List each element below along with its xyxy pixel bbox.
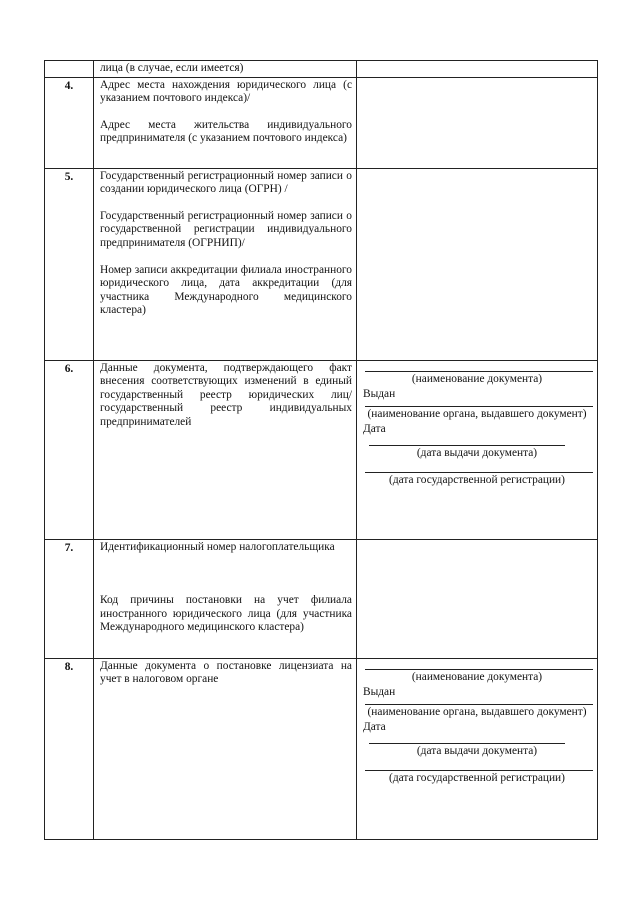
- issue-date-field[interactable]: [361, 743, 593, 759]
- row-description: [94, 360, 357, 539]
- row-value[interactable]: [357, 360, 598, 539]
- description-paragraph: лица (в случае, если имеется): [100, 62, 244, 74]
- issuer-field[interactable]: [361, 704, 593, 720]
- issued-label: Выдан: [363, 388, 396, 401]
- row-value[interactable]: [357, 77, 598, 168]
- doc-name-caption: (наименование документа): [411, 670, 543, 683]
- description-paragraph: Номер записи аккредитации филиала иностранного юридического лица, дата аккредитации (для участника Международного медицинского кластера): [100, 263, 352, 317]
- row-number: 6.: [45, 360, 94, 539]
- form-row: [45, 77, 598, 168]
- date-label: Дата: [363, 721, 386, 734]
- row-number: 8.: [45, 658, 94, 839]
- registration-date-caption: (дата государственной регистрации): [389, 771, 565, 784]
- row-number: [45, 61, 94, 78]
- registration-date-field[interactable]: [361, 770, 593, 786]
- row-number: 7.: [45, 539, 94, 658]
- row-value[interactable]: [357, 61, 598, 78]
- description-paragraph: Данные документа, подтверждающего факт внесения соответствующих изменений в единый государственный реестр юридических лиц/ государственный реестр индивидуальных предпринимателей: [100, 361, 352, 428]
- row-description: [94, 658, 357, 839]
- registration-date-caption: (дата государственной регистрации): [389, 473, 565, 486]
- issuer-caption: (наименование органа, выдавшего документ): [367, 705, 587, 718]
- issuer-caption: (наименование органа, выдавшего документ): [367, 407, 587, 420]
- row-number: 5.: [45, 168, 94, 360]
- issue-date-field[interactable]: [361, 445, 593, 461]
- description-paragraph: Адрес места нахождения юридического лица (с указанием почтового индекса)/: [100, 78, 352, 105]
- form-row: [45, 61, 598, 78]
- form-row: [45, 658, 598, 839]
- doc-name-caption: (наименование документа): [411, 372, 543, 385]
- row-value[interactable]: [357, 168, 598, 360]
- row-value[interactable]: [357, 539, 598, 658]
- row-description: [94, 77, 357, 168]
- doc-fields: [361, 669, 593, 786]
- date-label: Дата: [363, 423, 386, 436]
- issue-date-caption: (дата выдачи документа): [416, 744, 538, 757]
- row-description: [94, 539, 357, 658]
- doc-fields: [361, 371, 593, 488]
- description-paragraph: Адрес места жительства индивидуального предпринимателя (с указанием почтового индекса): [100, 118, 352, 145]
- issuer-field[interactable]: [361, 406, 593, 422]
- description-paragraph: Государственный регистрационный номер записи о государственной регистрации индивидуального предпринимателя (ОГРНИП)/: [100, 209, 352, 249]
- description-paragraph: Государственный регистрационный номер записи о создании юридического лица (ОГРН) /: [100, 169, 352, 196]
- form-row: [45, 539, 598, 658]
- row-number: 4.: [45, 77, 94, 168]
- row-description: [94, 168, 357, 360]
- doc-name-field[interactable]: [361, 669, 593, 685]
- row-description: [94, 61, 357, 78]
- description-paragraph: Код причины постановки на учет филиала иностранного юридического лица (для участника Международного медицинского кластера): [100, 594, 352, 634]
- license-form-table: [44, 60, 598, 840]
- description-paragraph: Данные документа о постановке лицензиата на учет в налоговом органе: [100, 659, 352, 686]
- issued-label: Выдан: [363, 686, 396, 699]
- form-row: [45, 360, 598, 539]
- registration-date-field[interactable]: [361, 472, 593, 488]
- description-paragraph: Идентификационный номер налогоплательщика: [100, 540, 335, 553]
- form-row: [45, 168, 598, 360]
- row-value[interactable]: [357, 658, 598, 839]
- issue-date-caption: (дата выдачи документа): [416, 446, 538, 459]
- doc-name-field[interactable]: [361, 371, 593, 387]
